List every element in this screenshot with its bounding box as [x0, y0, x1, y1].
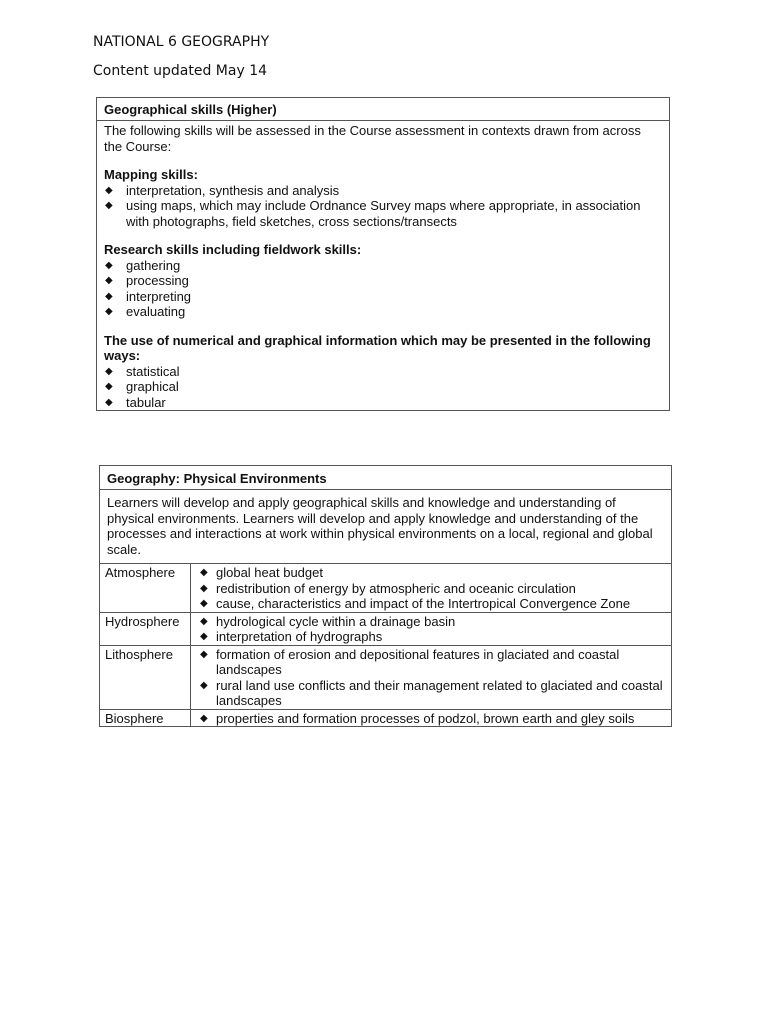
topic-items-cell — [191, 612, 672, 645]
list-item: ◆ evaluating — [105, 304, 186, 319]
topics-table — [100, 564, 671, 726]
diamond-bullet-icon: ◆ — [200, 679, 208, 691]
table-row — [100, 564, 671, 612]
physical-box-intro: Learners will develop and apply geographical skills and knowledge and understanding of physical environments. Learners will develop and apply knowledge and understanding of the processes and interactions at work within physical environments on a local, regional and global scale. — [100, 490, 671, 564]
diamond-bullet-icon: ◆ — [105, 184, 113, 196]
list-item: ◆ global heat budget — [200, 565, 323, 580]
topic-items-cell — [191, 709, 672, 726]
diamond-bullet-icon: ◆ — [105, 259, 113, 271]
diamond-bullet-icon: ◆ — [200, 582, 208, 594]
list-item: ◆ statistical — [105, 363, 180, 379]
topic-category: Atmosphere — [100, 564, 191, 612]
skills-intro: The following skills will be assessed in the Course assessment in contexts drawn from across the Course: — [104, 123, 641, 154]
diamond-bullet-icon: ◆ — [105, 396, 113, 408]
topic-items-cell — [191, 645, 672, 709]
diamond-bullet-icon: ◆ — [200, 598, 208, 609]
diamond-bullet-icon: ◆ — [200, 712, 208, 724]
research-skills-list — [104, 258, 662, 320]
physical-environments-box — [99, 465, 672, 727]
table-row — [100, 612, 671, 645]
topic-items-cell — [191, 564, 672, 612]
list-item: ◆ tabular — [105, 394, 166, 410]
diamond-bullet-icon: ◆ — [105, 306, 113, 317]
skills-box-heading: Geographical skills (Higher) — [97, 98, 669, 121]
diamond-bullet-icon: ◆ — [200, 631, 208, 642]
diamond-bullet-icon: ◆ — [200, 615, 208, 627]
list-item: ◆ interpreting — [105, 288, 192, 304]
list-item: ◆ hydrological cycle within a drainage basin — [200, 613, 456, 629]
skills-box-body — [97, 121, 669, 410]
physical-box-heading: Geography: Physical Environments — [100, 466, 671, 490]
list-item: ◆ redistribution of energy by atmospheric and oceanic circulation — [200, 580, 576, 596]
numerical-info-list — [104, 364, 662, 411]
list-item: ◆ using maps, which may include Ordnance Survey maps where appropriate, in association with photographs, field sketches, cross sections/transects — [105, 198, 641, 229]
list-item: ◆ properties and formation processes of podzol, brown earth and gley soils — [200, 710, 635, 726]
numerical-info-heading: The use of numerical and graphical information which may be presented in the following ways: — [104, 332, 651, 363]
diamond-bullet-icon: ◆ — [105, 290, 113, 302]
topic-category: Biosphere — [100, 709, 191, 726]
list-item: ◆ processing — [105, 273, 189, 288]
skills-box — [96, 97, 670, 411]
topic-category: Lithosphere — [100, 645, 191, 709]
list-item: ◆ formation of erosion and depositional features in glaciated and coastal landscapes — [200, 646, 620, 677]
diamond-bullet-icon: ◆ — [105, 200, 113, 211]
diamond-bullet-icon: ◆ — [105, 381, 113, 392]
list-item: ◆ interpretation, synthesis and analysis — [105, 182, 340, 198]
mapping-skills-heading: Mapping skills: — [104, 167, 198, 182]
list-item: ◆ cause, characteristics and impact of the Intertropical Convergence Zone — [200, 596, 631, 611]
topic-category: Hydrosphere — [100, 612, 191, 645]
diamond-bullet-icon: ◆ — [105, 275, 113, 286]
document-subtitle: Content updated May 14 — [93, 63, 268, 79]
diamond-bullet-icon: ◆ — [200, 567, 208, 578]
list-item: ◆ interpretation of hydrographs — [200, 629, 383, 644]
research-skills-heading: Research skills including fieldwork skills: — [104, 242, 362, 257]
mapping-skills-list — [104, 183, 662, 230]
list-item: ◆ gathering — [105, 257, 181, 273]
list-item: ◆ graphical — [105, 379, 179, 394]
table-row — [100, 645, 671, 709]
diamond-bullet-icon: ◆ — [105, 365, 113, 377]
table-row — [100, 709, 671, 726]
diamond-bullet-icon: ◆ — [200, 648, 208, 660]
list-item: ◆ rural land use conflicts and their management related to glaciated and coastal landscapes — [200, 677, 663, 708]
document-title: NATIONAL 6 GEOGRAPHY — [93, 34, 270, 50]
